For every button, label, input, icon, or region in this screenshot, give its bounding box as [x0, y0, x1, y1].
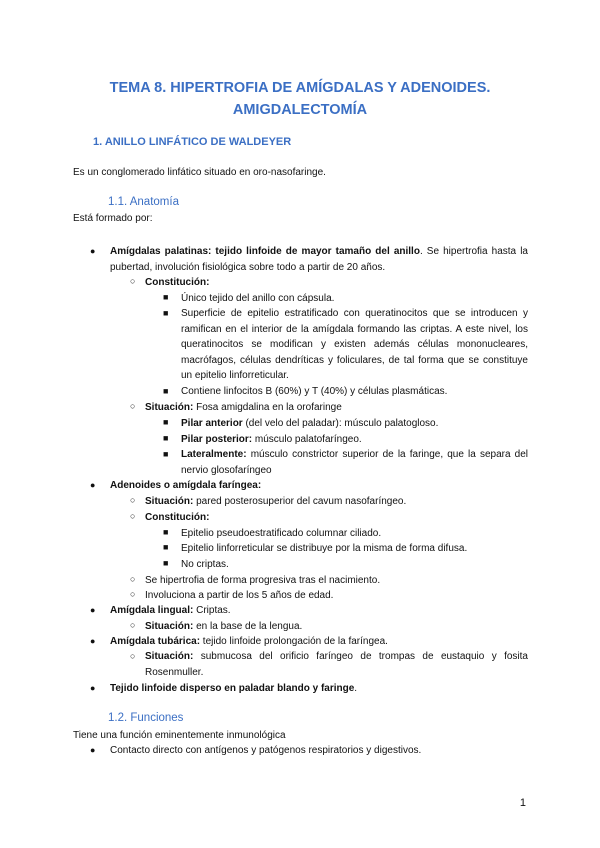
- list-item-tubarica: Amígdala tubárica: tejido linfoide prolongación de la faríngea.: [110, 636, 388, 647]
- constitucion-item: Único tejido del anillo con cápsula.: [181, 293, 335, 304]
- situacion-palatinas: Situación: Fosa amigdalina en la orofaringe: [145, 402, 342, 413]
- circle-bullet-icon: ○: [130, 276, 136, 286]
- circle-bullet-icon: ○: [130, 401, 136, 411]
- square-bullet-icon: ■: [163, 386, 169, 396]
- subheading-anatomia: 1.1. Anatomía: [108, 196, 179, 208]
- situacion-tubarica: Situación: submucosa del orificio faríngeo de trompas de eustaquio y fosita Rosenmuller.: [145, 651, 528, 678]
- constitucion-item: No criptas.: [181, 559, 229, 570]
- circle-bullet-icon: ○: [130, 495, 136, 505]
- constitucion-item: Superficie de epitelio estratificado con queratinocitos que se introducen y ramifican en el interior de la amígdala formando las criptas. A este nivel, los queratinocitos se modifican y existen además células mononucleares, macrófagos, células dendríticas y foliculares, de tal forma que se constituye un epitelio linforreticular.: [181, 308, 528, 381]
- subheading-funciones: 1.2. Funciones: [108, 712, 184, 724]
- funciones-intro: Tiene una función eminentemente inmunológica: [73, 730, 286, 741]
- situacion-adenoides: Situación: pared posterosuperior del cavum nasofaríngeo.: [145, 496, 407, 507]
- constitucion-item: Epitelio pseudoestratificado columnar ciliado.: [181, 528, 382, 539]
- circle-bullet-icon: ○: [130, 620, 136, 630]
- constitucion-label: Constitución:: [145, 512, 210, 523]
- pilar-posterior: Pilar posterior: músculo palatofaríngeo.: [181, 434, 362, 445]
- hipertrofia-text: Se hipertrofia de forma progresiva tras el nacimiento.: [145, 575, 381, 586]
- square-bullet-icon: ■: [163, 417, 169, 427]
- square-bullet-icon: ■: [163, 527, 169, 537]
- pilar-anterior: Pilar anterior (del velo del paladar): músculo palatogloso.: [181, 418, 439, 429]
- square-bullet-icon: ■: [163, 292, 169, 302]
- circle-bullet-icon: ○: [130, 574, 136, 584]
- anatomia-intro: Está formado por:: [73, 213, 153, 224]
- square-bullet-icon: ■: [163, 542, 169, 552]
- constitucion-item: Contiene linfocitos B (60%) y T (40%) y células plasmáticas.: [181, 386, 448, 397]
- title-line-1: TEMA 8. HIPERTROFIA DE AMÍGDALAS Y ADENOIDES.: [109, 80, 491, 96]
- bullet-icon: ●: [90, 683, 96, 693]
- section-intro: Es un conglomerado linfático situado en oro-nasofaringe.: [73, 167, 326, 178]
- constitucion-item: Epitelio linforreticular se distribuye por la misma de forma difusa.: [181, 543, 468, 554]
- bullet-icon: ●: [90, 605, 96, 615]
- bullet-icon: ●: [90, 480, 96, 490]
- circle-bullet-icon: ○: [130, 589, 136, 599]
- bullet-icon: ●: [90, 745, 96, 755]
- section-heading-waldeyer: 1. ANILLO LINFÁTICO DE WALDEYER: [93, 136, 292, 148]
- list-item-palatinas: Amígdalas palatinas: tejido linfoide de mayor tamaño del anillo. Se hipertrofia hasta la pubertad, involución fisiológica sobre todo a partir de 20 años.: [110, 246, 528, 273]
- page-number: 1: [519, 797, 526, 809]
- circle-bullet-icon: ○: [130, 511, 136, 521]
- square-bullet-icon: ■: [163, 449, 169, 459]
- list-item-lingual: Amígdala lingual: Criptas.: [110, 605, 231, 616]
- bullet-icon: ●: [90, 636, 96, 646]
- title-line-2: AMIGDALECTOMÍA: [232, 102, 368, 118]
- funciones-item: Contacto directo con antígenos y patógenos respiratorios y digestivos.: [110, 745, 422, 756]
- involuciona-text: Involuciona a partir de los 5 años de edad.: [145, 590, 334, 601]
- bullet-icon: ●: [90, 246, 96, 256]
- page-title: [60, 77, 540, 121]
- list-item-adenoides: Adenoides o amígdala faríngea:: [110, 480, 262, 491]
- square-bullet-icon: ■: [163, 308, 169, 318]
- circle-bullet-icon: ○: [130, 651, 136, 661]
- lateralmente: Lateralmente: músculo constrictor superior de la faringe, que la separa del nervio glosofaríngeo: [181, 449, 528, 476]
- situacion-lingual: Situación: en la base de la lengua.: [145, 621, 303, 632]
- list-item-disperso: Tejido linfoide disperso en paladar blando y faringe.: [110, 683, 358, 694]
- square-bullet-icon: ■: [163, 433, 169, 443]
- constitucion-label: Constitución:: [145, 277, 210, 288]
- square-bullet-icon: ■: [163, 558, 169, 568]
